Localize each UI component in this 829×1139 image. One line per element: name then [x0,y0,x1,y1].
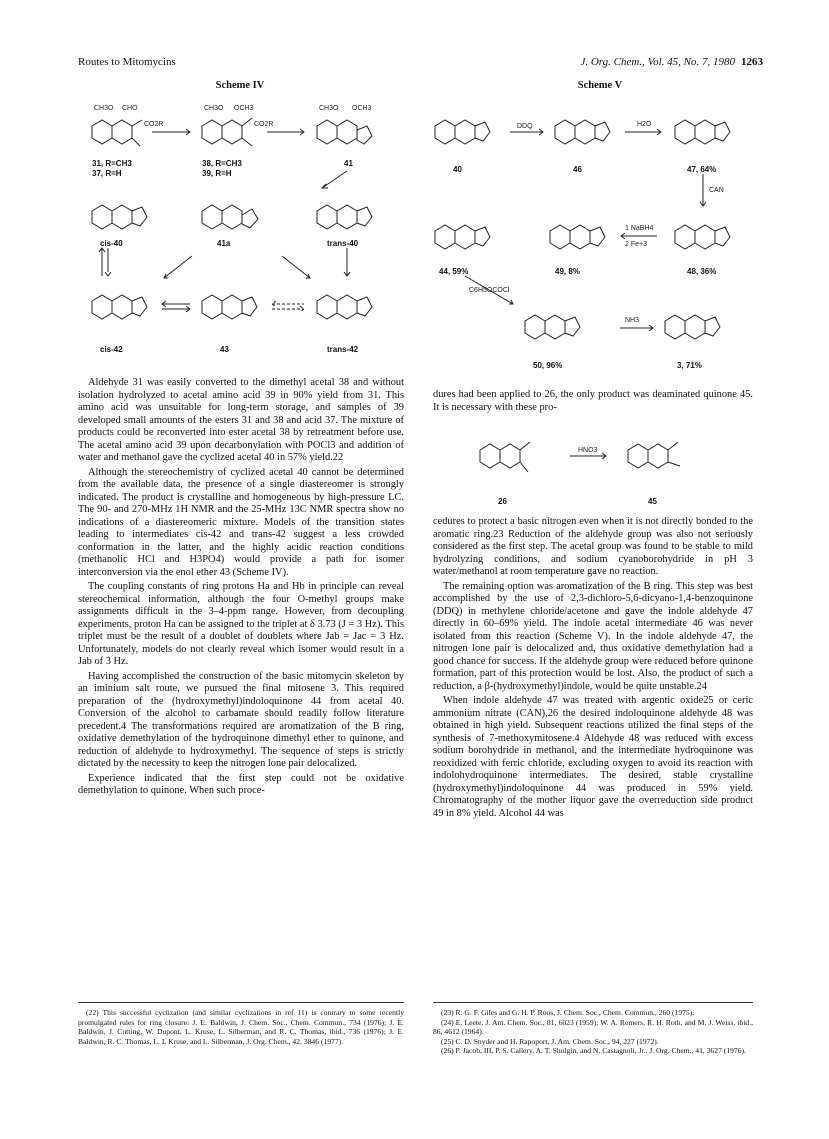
label-49: 49, 8% [555,267,580,276]
structure-43 [202,295,257,319]
structure-41 [317,120,372,144]
label-cis-42: cis-42 [100,345,123,354]
footnote-25: (25) C. D. Snyder and H. Rapoport, J. Am. Chem. Soc., 94, 227 (1972). [441,1036,659,1046]
label-47: 47, 64% [687,165,717,174]
reagent-fe3: 2 Fe+3 [625,241,647,248]
reagent-chloroformate: C6H5OCOCl [469,287,510,294]
scheme-v-figure [425,96,765,378]
footnotes-left [78,1008,404,1046]
inline-scheme-figure [470,420,720,512]
footnote-22: (22) This successful cyclization (and similar cyclizations in ref 11) is contrary to some recently promulgated rules for ring closure: J. E. Baldwin, J. Chem. Soc., Chem. Commun., 734 (1976); J. E. Baldwin, J. Cutting, W. Dupont, L. Kruse, L. Silberman, and R. C. Thomas, ibid., 736 (1976); J. E. Baldwin, R. C. Thomas, L. I. Kruse, and L. Silberman, J. Org. Chem., 42, 3846 (1977). [78,1008,404,1046]
label-39: 39, R=H [202,169,232,178]
footnote-rule-right [433,1002,753,1003]
structure-41a [202,205,258,229]
footnote-26: (26) P. Jacob, III, P. S. Callery, A. T. Shulgin, and N. Castagnoli, Jr., J. Org. Chem., 41, 3627 (1976). [441,1046,746,1056]
label-31: 31, R=CH3 [92,159,132,168]
structure-47 [675,120,730,144]
structure-46 [555,120,610,144]
structure-44 [435,225,490,249]
paragraph: cedures to protect a basic nitrogen even when it is not directly bonded to the aromatic ring.23 Reduction of the aldehyde group was also not seriously considered as the first step. The acetal group was found to be stable to mild hydrolyzing conditions, and sodium cyanoborohydride in pH 3 water/methanol at room temperature gave no reaction. [433,516,753,577]
label-43: 43 [220,345,229,354]
structure-38 [202,118,252,146]
journal-name: J. Org. Chem., Vol. 45, No. 7, 1980 [580,56,735,68]
reagent-nh3: NH3 [625,317,640,324]
svg-text:CH3O: CH3O [204,105,224,112]
right-column [433,516,753,822]
label-trans-40: trans-40 [327,239,359,248]
label-41: 41 [344,159,353,168]
svg-text:OCH3: OCH3 [234,105,254,112]
structure-48 [675,225,730,249]
structure-31 [92,120,142,146]
footnote-rule-left [78,1002,404,1003]
paragraph: Although the stereochemistry of cyclized acetal 40 cannot be determined from the available data, the presence of a single diastereomer is strongly indicated. The product is crystalline and homogeneous by high-pressure LC. The 90- and 270-MHz 1H NMR and the 25-MHz 13C NMR spectra show no indications of a diastereomeric mixture. Models of the transition states leading to intermediates cis-42 and trans-42 suggest a less crowded conformation in the latter, and the highly acidic reaction conditions (methanolic HCl and H3PO4) would provide a path for isomer interconversion via the enol ether 43 (Scheme IV). [78,466,404,578]
paragraph: When indole aldehyde 47 was treated with argentic oxide25 or ceric ammonium nitrate (CAN),26 the desired indoloquinone aldehyde 48 was obtained in high yield. Subsequent reactions utilized the final steps of the synthesis of 7-methoxymitosene.4 Aldehyde 48 was reduced with excess sodium borohydride in methanol, and the intermediate hydroquinone was reoxidized with ferric chloride, excluding oxygen to avoid its reaction with indolohydroquinone intermediates. The desired, stable crystalline (hydroxymethyl)indoloquinone 44 was produced in 59% yield. Chromatography of the mother liquor gave the overreduction side product 49 in 8% yield. Alcohol 44 was [433,695,753,819]
label-48: 48, 36% [687,267,717,276]
reagent-h2o: H2O [637,121,652,128]
label-26: 26 [498,497,507,506]
reagent-hno3: HNO3 [578,447,598,454]
svg-text:CH3O: CH3O [319,105,339,112]
label-3: 3, 71% [677,361,702,370]
structure-trans-42 [317,295,372,319]
scheme-iv-title: Scheme IV [215,80,265,91]
page-number: 1263 [741,56,763,68]
reagent-can: CAN [709,187,724,194]
svg-text:CO2R: CO2R [144,121,164,128]
right-column-top [433,389,753,416]
structure-26 [480,442,530,472]
scheme-iv-figure [82,96,402,364]
structure-45 [628,442,680,468]
label-38: 38, R=CH3 [202,159,242,168]
label-44: 44, 59% [439,267,469,276]
svg-text:CO2R: CO2R [254,121,274,128]
paragraph: The coupling constants of ring protons Ha and Hb in principle can reveal stereochemical information, although the four O-methyl groups make assignments difficult in the 3–4-ppm range. However, from decoupling experiments, proton Ha can be assigned to the triplet at δ 3.73 (J = 3 Hz). This triplet must be the result of a doublet of doublets where Jab = Jac = 3 Hz. Unfortunately, models do not clearly reveal which isomer would result in a Jab of 3 Hz. [78,581,404,667]
structure-3 [665,315,720,339]
left-column [78,377,404,800]
footnote-23: (23) R. G. F. Giles and G. H. P. Roos, J. Chem. Soc., Chem. Commun., 260 (1975). [441,1008,695,1017]
structure-49 [550,225,605,249]
paragraph: Having accomplished the construction of the basic mitomycin skeleton by an iminium salt route, we pursued the final mitosene 3. This required preparation of the (hydroxymethyl)indoloquinone 44 from acetal 40. Conversion of the alcohol to carbamate should readily follow literature precedent.4 The transformations required are aromatization of the B ring, oxidative demethylation of the hydroquinone dimethyl ether to quinone, and reduction of aldehyde to hydroxymethyl. The sequence of steps is strictly dictated by the necessity to keep the nitrogen lone pair delocalized. [78,670,404,769]
journal-citation [580,56,763,68]
svg-text:OCH3: OCH3 [352,105,372,112]
structure-40 [435,120,490,144]
footnotes-right [433,1008,753,1056]
label-41a: 41a [217,239,231,248]
structure-50 [525,315,580,339]
paragraph: The remaining option was aromatization of the B ring. This step was best accomplished by the use of 2,3-dichloro-5,6-dicyano-1,4-benzoquinone (DDQ) in methylene chloride/acetone and gave the indole aldehyde 47 directly in 60–69% yield. The indole acetal intermediate 46 was never isolated from this reaction (Scheme V). In the indole aldehyde 47, the nitrogen lone pair is delocalized and, thus oxidative demethylation had a good chance for success. If the aldehyde group were reduced before quinone formation, part of this protection would be lost. Also, the product of such a reduction, a β-(hydroxymethyl)indole, would be quite unstable.24 [433,580,753,692]
structure-cis-40 [92,205,147,229]
label-45: 45 [648,497,657,506]
label-40: 40 [453,165,462,174]
paragraph: Aldehyde 31 was easily converted to the dimethyl acetal 38 and without isolation hydrolyzed to acetal amino acid 39 in 90% yield from 31. This amino acid was unsuitable for long-term storage, and samples of 39 developed small amounts of the esters 31 and 38 and acid 37. The mixture of products could be reconverted into ester acetal 38 by retreatment before use. The acetal amino acid 39 upon decarbonylation with POCl3 and addition of water and methanol gave the cyclized acetal 40 in 57% yield.22 [78,377,404,463]
svg-text:CH3O: CH3O [94,105,114,112]
running-head: Routes to Mitomycins [78,56,176,68]
footnote-24: (24) E. Leete, J. Am. Chem. Soc., 81, 6023 (1959); W. A. Remers, R. H. Roth, and M. J. Weiss, ibid., 86, 4612 (1964). [433,1017,753,1037]
structure-trans-40 [317,205,372,229]
svg-text:CHO: CHO [122,105,138,112]
label-50: 50, 96% [533,361,563,370]
paragraph: dures had been applied to 26, the only product was deaminated quinone 45. It is necessary with these pro- [433,389,753,413]
label-37: 37, R=H [92,169,122,178]
reagent-ddq: DDQ [517,123,533,130]
label-trans-42: trans-42 [327,345,359,354]
reagent-nabh4: 1 NaBH4 [625,225,654,232]
structure-cis-42 [92,295,147,319]
paragraph: Experience indicated that the first step could not be oxidative demethylation to quinone. When such proce- [78,772,404,796]
label-46: 46 [573,165,582,174]
scheme-v-title: Scheme V [577,80,623,91]
label-cis-40: cis-40 [100,239,123,248]
